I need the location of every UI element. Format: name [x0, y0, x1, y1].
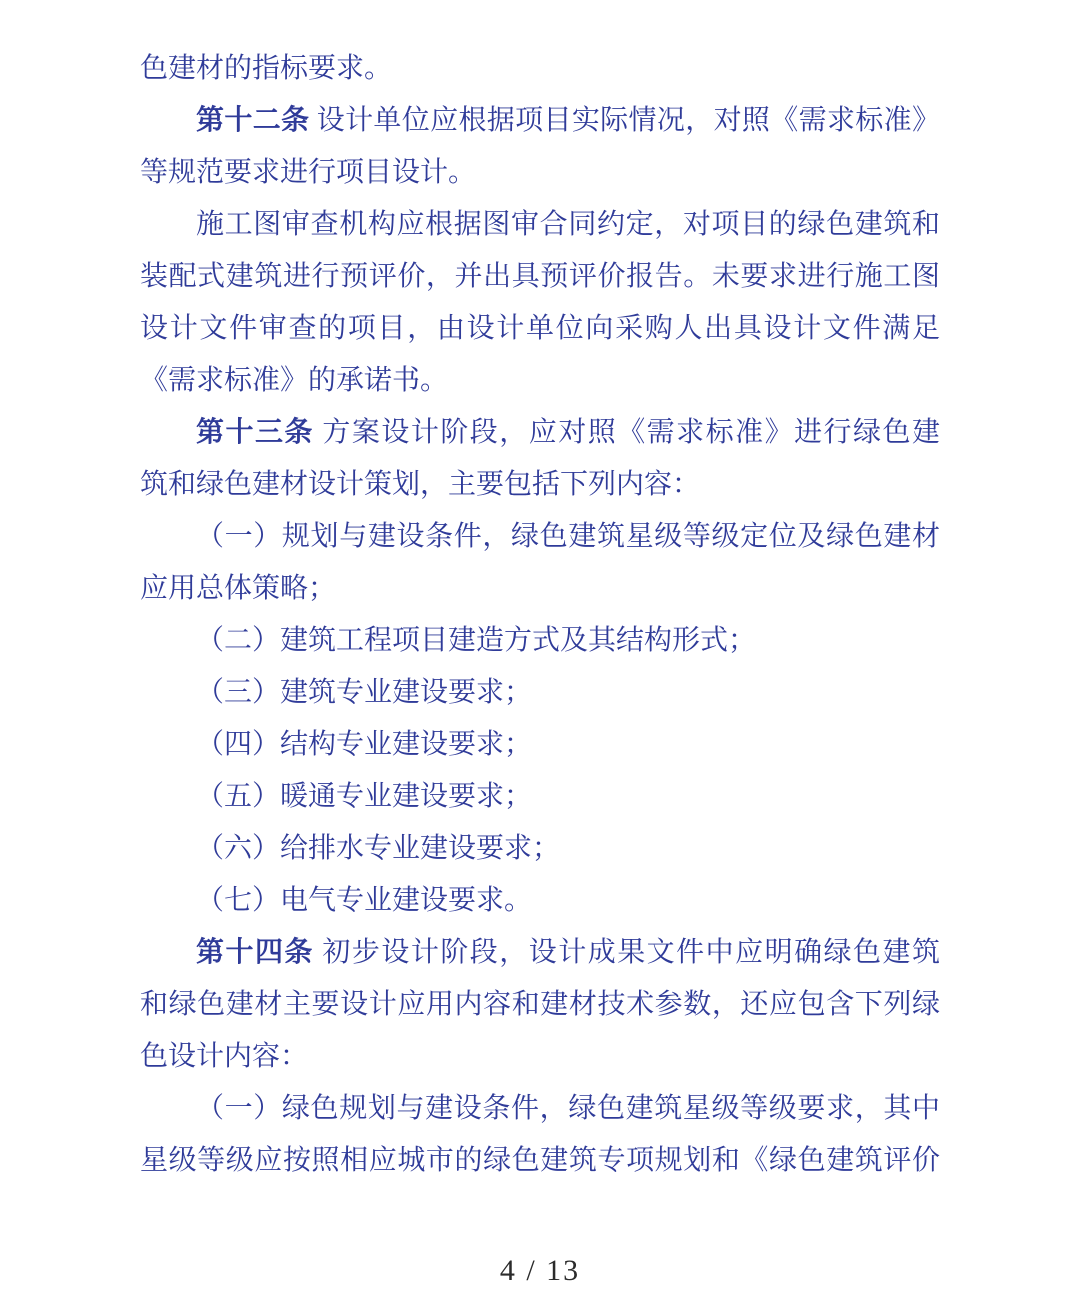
document-body: [140, 43, 940, 1187]
text-run: 和绿色建材主要设计应用内容和建材技术参数，还应包含下列绿: [140, 989, 940, 1020]
text-run: 初步设计阶段，设计成果文件中应明确绿色建筑: [313, 937, 940, 968]
text-run: （二）建筑工程项目建造方式及其结构形式；: [196, 625, 757, 656]
text-run: （一）规划与建设条件，绿色建筑星级等级定位及绿色建材: [196, 521, 940, 552]
text-line: [140, 199, 940, 251]
text-line: [140, 875, 940, 927]
text-run: 施工图审查机构应根据图审合同约定，对项目的绿色建筑和: [196, 209, 940, 240]
text-line: [140, 147, 940, 199]
text-run: 色建材的指标要求。: [140, 53, 393, 84]
text-run: 方案设计阶段，应对照《需求标准》进行绿色建: [313, 417, 940, 448]
text-run: （六）给排水专业建设要求；: [196, 833, 561, 864]
text-line: [140, 459, 940, 511]
text-line: [140, 719, 940, 771]
text-run: 应用总体策略；: [140, 573, 337, 604]
text-line: [140, 823, 940, 875]
text-line: [140, 979, 940, 1031]
text-line: [140, 511, 940, 563]
text-line: [140, 355, 940, 407]
text-run: （五）暖通专业建设要求；: [196, 781, 533, 812]
article-number: 第十二条: [196, 105, 310, 136]
text-line: [140, 667, 940, 719]
text-run: 装配式建筑进行预评价，并出具预评价报告。未要求进行施工图: [140, 261, 940, 292]
text-line: [140, 303, 940, 355]
text-line: [140, 927, 940, 979]
text-run: （四）结构专业建设要求；: [196, 729, 533, 760]
text-line: [140, 1083, 940, 1135]
text-line: [140, 407, 940, 459]
text-line: [140, 251, 940, 303]
text-run: 色设计内容：: [140, 1041, 309, 1072]
text-line: [140, 771, 940, 823]
text-line: [140, 563, 940, 615]
text-run: （一）绿色规划与建设条件，绿色建筑星级等级要求，其中: [196, 1093, 940, 1124]
text-run: 设计单位应根据项目实际情况，对照《需求标准》: [309, 105, 940, 136]
text-run: 筑和绿色建材设计策划，主要包括下列内容：: [140, 469, 701, 500]
article-number: 第十三条: [196, 417, 314, 448]
page-number: 4 / 13: [499, 1254, 581, 1287]
text-line: [140, 1031, 940, 1083]
text-line: [140, 1135, 940, 1187]
text-line: [140, 615, 940, 667]
text-run: 《需求标准》的承诺书。: [140, 365, 449, 396]
text-run: 等规范要求进行项目设计。: [140, 157, 477, 188]
text-line: [140, 43, 940, 95]
text-run: 设计文件审查的项目，由设计单位向采购人出具设计文件满足: [140, 313, 940, 344]
text-line: [140, 95, 940, 147]
text-run: （三）建筑专业建设要求；: [196, 677, 533, 708]
text-run: 星级等级应按照相应城市的绿色建筑专项规划和《绿色建筑评价: [140, 1145, 940, 1176]
text-run: （七）电气专业建设要求。: [196, 885, 533, 916]
article-number: 第十四条: [196, 937, 314, 968]
